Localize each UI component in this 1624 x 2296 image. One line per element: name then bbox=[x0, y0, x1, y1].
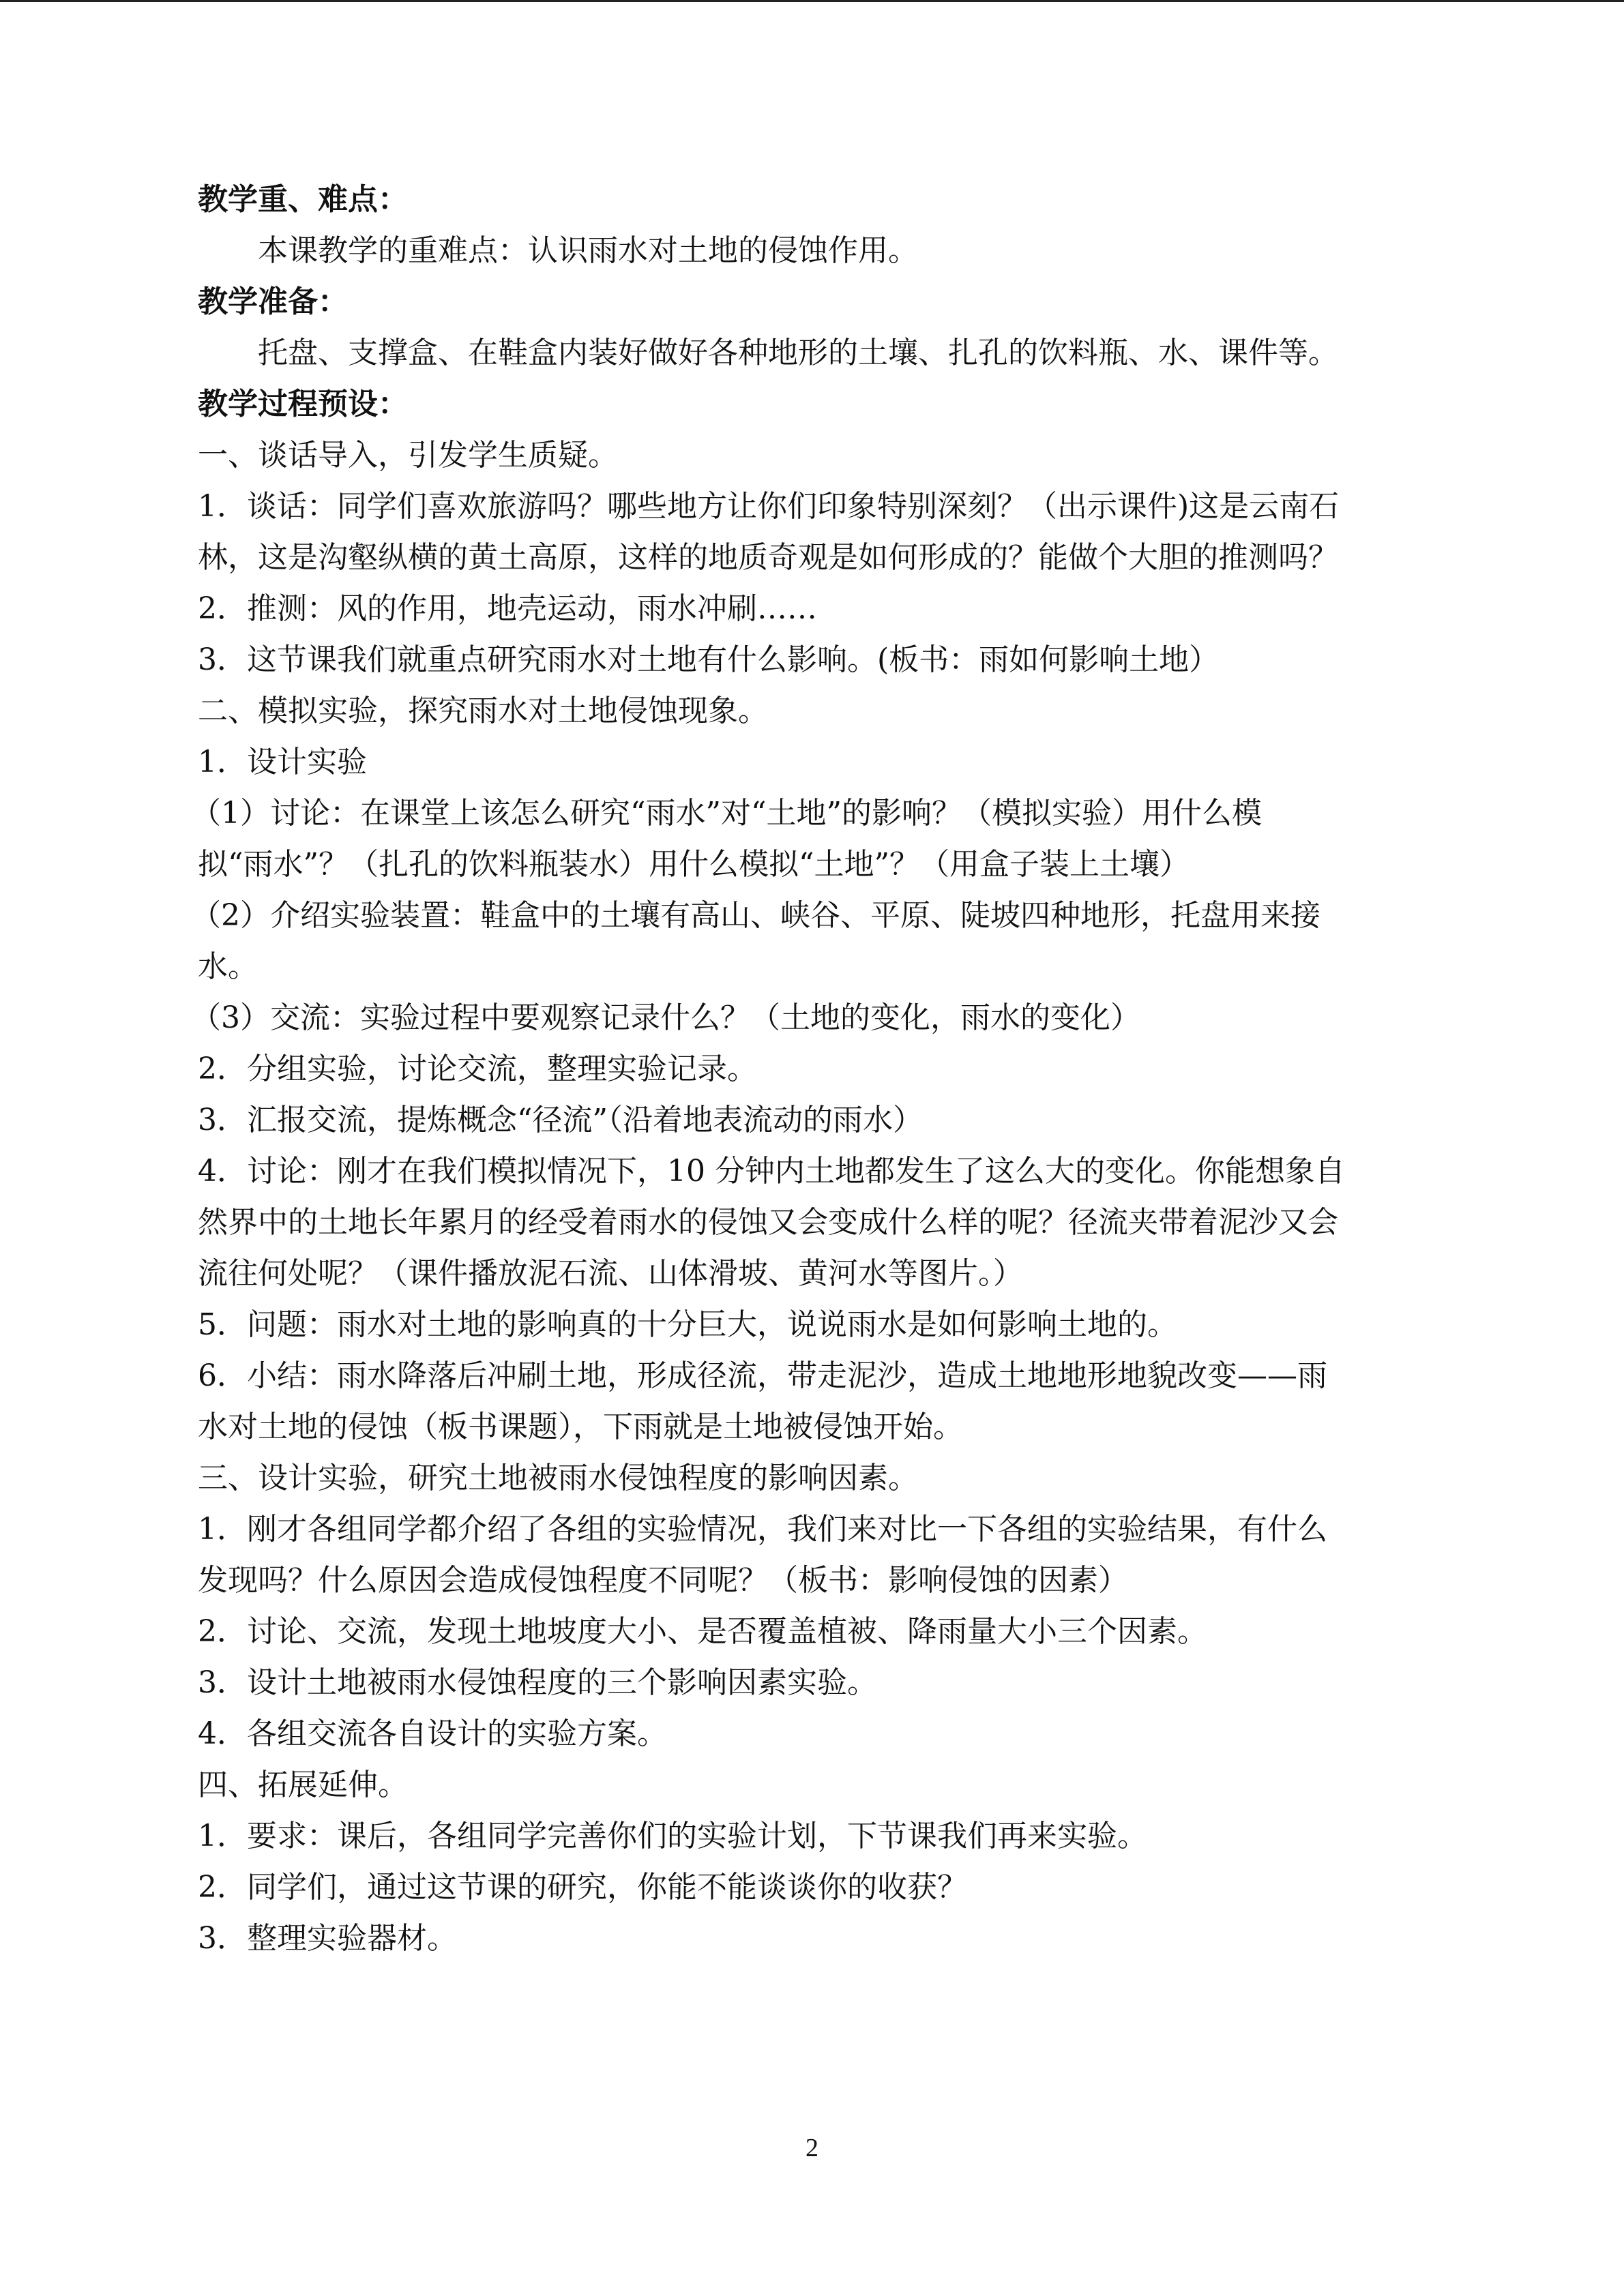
text-line: 1．设计实验 bbox=[198, 745, 367, 779]
heading-teaching-process: 教学过程预设： bbox=[198, 387, 408, 421]
text-line: 然界中的土地长年累月的经受着雨水的侵蚀又会变成什么样的呢？径流夹带着泥沙又会 bbox=[198, 1205, 1338, 1240]
text-line: 2．讨论、交流，发现土地坡度大小、是否覆盖植被、降雨量大小三个因素。 bbox=[198, 1614, 1207, 1649]
text-line: 3．设计土地被雨水侵蚀程度的三个影响因素实验。 bbox=[198, 1665, 877, 1700]
text-line: 水。 bbox=[198, 949, 258, 984]
text-line: （2）介绍实验装置：鞋盒中的土壤有高山、峡谷、平原、陡坡四种地形，托盘用来接 bbox=[191, 898, 1320, 933]
text-line: 3．汇报交流，提炼概念“径流”（沿着地表流动的雨水） bbox=[198, 1103, 923, 1137]
text-line: 4．讨论：刚才在我们模拟情况下，10 分钟内土地都发生了这么大的变化。你能想象自 bbox=[198, 1154, 1345, 1189]
page-top-border bbox=[0, 0, 1624, 2]
text-line: （1）讨论：在课堂上该怎么研究“雨水”对“土地”的影响？（模拟实验）用什么模 bbox=[191, 796, 1262, 831]
document-body bbox=[191, 174, 1446, 1964]
text-line: 4．各组交流各自设计的实验方案。 bbox=[198, 1716, 667, 1751]
text-line: 3．这节课我们就重点研究雨水对土地有什么影响。(板书：雨如何影响土地） bbox=[198, 642, 1220, 677]
text-line: 水对土地的侵蚀（板书课题），下雨就是土地被侵蚀开始。 bbox=[198, 1410, 963, 1444]
key-points-text: 本课教学的重难点：认识雨水对土地的侵蚀作用。 bbox=[258, 233, 918, 268]
preparation-text: 托盘、支撑盒、在鞋盒内装好做好各种地形的土壤、扎孔的饮料瓶、水、课件等。 bbox=[258, 336, 1338, 370]
text-line: 三、设计实验，研究土地被雨水侵蚀程度的影响因素。 bbox=[198, 1461, 918, 1495]
text-line: 1．要求：课后，各组同学完善你们的实验计划，下节课我们再来实验。 bbox=[198, 1819, 1147, 1853]
text-line: 2．分组实验，讨论交流，整理实验记录。 bbox=[198, 1052, 757, 1086]
text-line: 1．刚才各组同学都介绍了各组的实验情况，我们来对比一下各组的实验结果，有什么 bbox=[198, 1512, 1327, 1547]
text-line: 四、拓展延伸。 bbox=[198, 1768, 408, 1802]
text-line: 3．整理实验器材。 bbox=[198, 1921, 457, 1956]
text-line: （3）交流：实验过程中要观察记录什么？（土地的变化，雨水的变化） bbox=[191, 1000, 1140, 1035]
text-line: 2．推测：风的作用，地壳运动，雨水冲刷…… bbox=[198, 591, 817, 626]
text-line: 拟“雨水”？（扎孔的饮料瓶装水）用什么模拟“土地”？（用盒子装上土壤） bbox=[198, 847, 1190, 882]
text-line: 1．谈话：同学们喜欢旅游吗？哪些地方让你们印象特别深刻？（出示课件)这是云南石 bbox=[198, 489, 1340, 524]
heading-key-difficult-points: 教学重、难点： bbox=[198, 182, 408, 217]
heading-preparation: 教学准备： bbox=[198, 284, 348, 319]
text-line: 二、模拟实验，探究雨水对土地侵蚀现象。 bbox=[198, 694, 768, 728]
text-line: 一、谈话导入，引发学生质疑。 bbox=[198, 438, 618, 473]
text-line: 5．问题：雨水对土地的影响真的十分巨大，说说雨水是如何影响土地的。 bbox=[198, 1307, 1177, 1342]
text-line: 流往何处呢？（课件播放泥石流、山体滑坡、黄河水等图片。） bbox=[198, 1256, 1023, 1291]
text-line: 发现吗？什么原因会造成侵蚀程度不同呢？（板书：影响侵蚀的因素） bbox=[198, 1563, 1128, 1598]
text-line: 林，这是沟壑纵横的黄土高原，这样的地质奇观是如何形成的？能做个大胆的推测吗？ bbox=[198, 540, 1338, 575]
page-number: 2 bbox=[806, 2134, 818, 2162]
text-line: 6．小结：雨水降落后冲刷土地，形成径流，带走泥沙，造成土地地形地貌改变——雨 bbox=[198, 1358, 1327, 1393]
text-line: 2．同学们，通过这节课的研究，你能不能谈谈你的收获？ bbox=[198, 1870, 967, 1905]
